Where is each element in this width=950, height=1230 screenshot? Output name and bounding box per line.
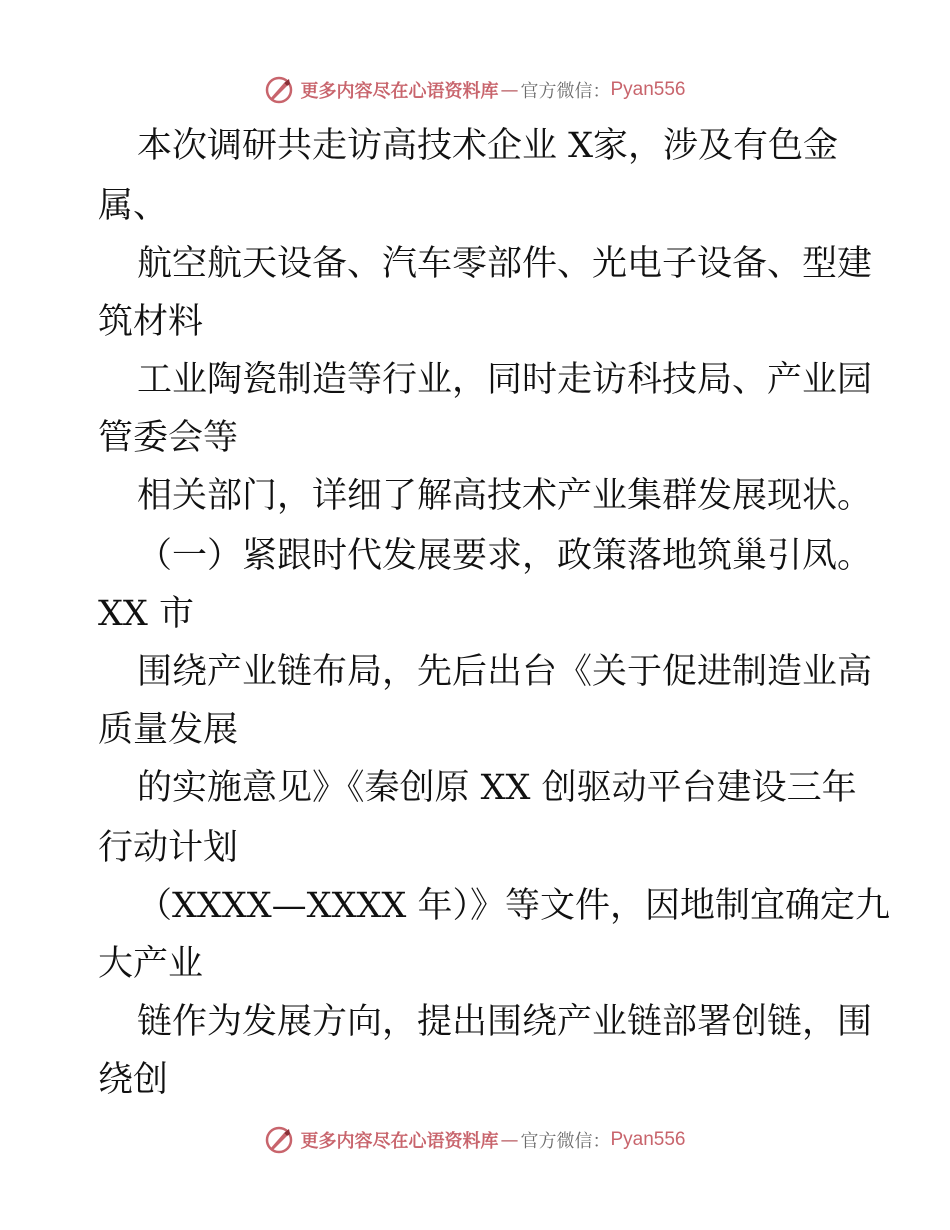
text-line: 绕创	[98, 1060, 169, 1100]
footer-watermark	[0, 1120, 950, 1160]
text-line: 相关部门，详细了解高技术产业集群发展现状。	[137, 476, 873, 516]
text-line: 链作为发展方向，提出围绕产业链部署创链，围	[137, 1002, 873, 1042]
watermark-wechat-id: Pyan556	[610, 79, 686, 100]
text-line: 大产业	[98, 944, 204, 984]
watermark-separator: —	[500, 79, 519, 101]
text-line: 筑材料	[98, 302, 204, 342]
text-line: XX 市	[98, 594, 194, 634]
text-line: 的实施意见》《秦创原 XX 创驱动平台建设三年	[137, 768, 857, 808]
text-line: 航空航天设备、汽车零部件、光电子设备、型建	[137, 244, 873, 284]
quill-pen-logo-icon	[264, 75, 294, 105]
text-line: 属、	[98, 186, 169, 226]
quill-pen-logo-icon	[264, 1125, 294, 1155]
section-heading: （一）紧跟时代发展要求，政策落地筑巢引凤。	[137, 536, 873, 576]
text-line: （XXXX—XXXX 年）》等文件，因地制宜确定九	[137, 886, 890, 926]
watermark-wechat-label: 官方微信：	[520, 81, 611, 102]
watermark-wechat-label: 官方微信：	[520, 1131, 611, 1152]
watermark-brand: 更多内容尽在心语资料库	[300, 1131, 499, 1152]
header-watermark	[0, 70, 950, 110]
text-line: 质量发展	[98, 710, 239, 750]
text-line: 行动计划	[98, 828, 239, 868]
watermark-brand: 更多内容尽在心语资料库	[300, 81, 499, 102]
text-line: 本次调研共走访高技术企业 X家，涉及有色金	[137, 126, 839, 166]
watermark-wechat-id: Pyan556	[610, 1129, 686, 1150]
watermark-separator: —	[500, 1129, 519, 1151]
text-line: 管委会等	[98, 418, 239, 458]
text-line: 围绕产业链布局，先后出台《关于促进制造业高	[137, 652, 873, 692]
text-line: 工业陶瓷制造等行业，同时走访科技局、产业园	[137, 360, 873, 400]
